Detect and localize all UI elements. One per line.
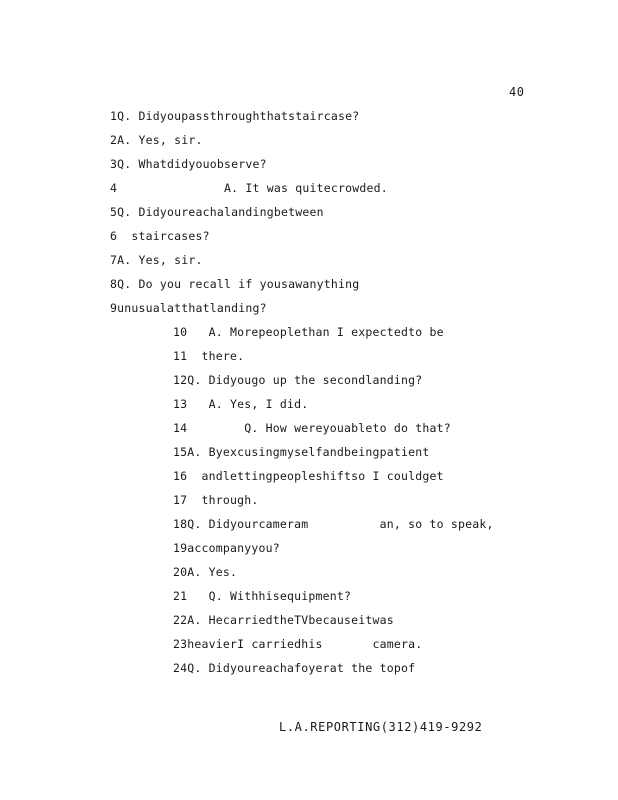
transcript-line: 3Q. Whatdidyouobserve? <box>110 157 267 171</box>
transcript-line: 11 there. <box>173 349 245 363</box>
transcript-line: 24Q. Didyoureachafoyerat the topof <box>173 661 416 675</box>
transcript-line: 6 staircases? <box>110 229 210 243</box>
transcript-line: 13 A. Yes, I did. <box>173 397 309 411</box>
transcript-line: 8Q. Do you recall if yousawanything <box>110 277 360 291</box>
transcript-line: 21 Q. Withhisequipment? <box>173 589 352 603</box>
transcript-line: 10 A. Morepeoplethan I expectedto be <box>173 325 444 339</box>
reporter-footer: L.A.REPORTING(312)419-9292 <box>279 720 483 734</box>
transcript-line: 4 A. It was quitecrowded. <box>110 181 388 195</box>
transcript-line: 1Q. Didyoupassthroughthatstaircase? <box>110 109 360 123</box>
transcript-line: 12Q. Didyougo up the secondlanding? <box>173 373 423 387</box>
transcript-line: 18Q. Didyourcameram an, so to speak, <box>173 517 494 531</box>
transcript-line: 22A. HecarriedtheTVbecauseitwas <box>173 613 394 627</box>
transcript-line: 7A. Yes, sir. <box>110 253 203 267</box>
transcript-line: 15A. Byexcusingmyselfandbeingpatient <box>173 445 430 459</box>
transcript-line: 16 andlettingpeopleshiftso I couldget <box>173 469 444 483</box>
transcript-line: 19accompanyyou? <box>173 541 280 555</box>
transcript-line: 9unusualatthatlanding? <box>110 301 267 315</box>
transcript-line: 14 Q. How wereyouableto do that? <box>173 421 451 435</box>
transcript-line: 5Q. Didyoureachalandingbetween <box>110 205 324 219</box>
transcript-line: 20A. Yes. <box>173 565 238 579</box>
transcript-line: 17 through. <box>173 493 259 507</box>
page-number: 40 <box>509 85 525 99</box>
transcript-line: 2A. Yes, sir. <box>110 133 203 147</box>
transcript-line: 23heavierI carriedhis camera. <box>173 637 423 651</box>
